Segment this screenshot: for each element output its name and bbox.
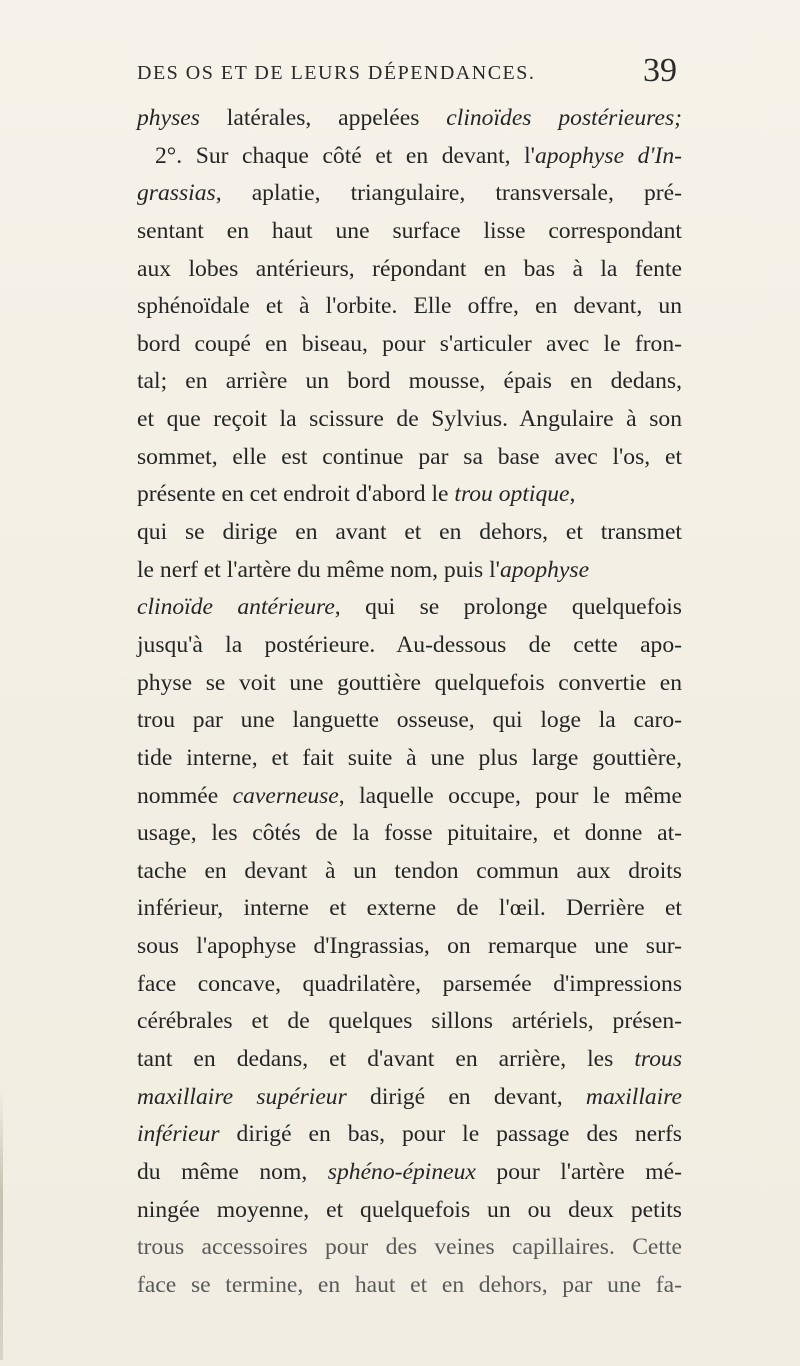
page-number: 39: [643, 52, 677, 89]
text-line: [137, 1116, 682, 1154]
running-head: DES OS ET DE LEURS DÉPENDANCES.: [137, 62, 536, 84]
text-run: inférieur, interne et externe de l'œil. Derrière et: [137, 895, 682, 922]
text-run: aux lobes antérieurs, répondant en bas à la fente: [137, 255, 682, 282]
text-run: , laquelle occupe, pour le même: [338, 782, 683, 809]
text-line: [137, 928, 682, 966]
text-line: [137, 326, 682, 364]
italic-term: apophyse d'In-: [534, 142, 682, 169]
text-run: sommet, elle est continue par sa base avec l'os, et: [137, 443, 682, 470]
italic-term: trous: [634, 1046, 682, 1073]
text-line: [137, 476, 682, 514]
text-run: usage, les côtés de la fosse pituitaire, et donne at-: [137, 820, 682, 847]
text-run: pour l'artère mé-: [475, 1158, 682, 1185]
italic-term: caverneuse: [232, 782, 339, 809]
text-line: [137, 665, 682, 703]
text-run: le nerf et l'artère du même nom, puis l': [137, 556, 500, 583]
text-run: trou par une languette osseuse, qui loge la caro-: [137, 707, 682, 734]
text-run: et que reçoit la scissure de Sylvius. Angulaire à son: [137, 406, 682, 433]
page-header: [137, 52, 677, 96]
text-line: [137, 853, 682, 891]
italic-term: maxillaire: [585, 1083, 683, 1110]
text-run: cérébrales et de quelques sillons artériels, présen-: [137, 1008, 682, 1035]
text-run: jusqu'à la postérieure. Au-dessous de cette apo-: [137, 631, 682, 658]
text-run: face se termine, en haut et en dehors, par une fa-: [137, 1271, 682, 1298]
italic-term: physes: [137, 105, 200, 131]
body-paragraph: [137, 100, 682, 1305]
text-line: [137, 138, 682, 176]
text-run: 2°. Sur chaque côté et en devant, l': [155, 142, 535, 169]
text-line: [137, 1041, 682, 1079]
text-run: nommée: [137, 782, 233, 809]
text-line: [137, 740, 682, 778]
text-run: , qui se prolonge quelquefois: [334, 594, 682, 621]
text-line: [137, 1003, 682, 1041]
italic-term: apophyse: [499, 556, 590, 583]
text-run: sphénoïdale et à l'orbite. Elle offre, en devant, un: [137, 293, 682, 320]
text-line: [137, 966, 682, 1004]
text-line: [137, 363, 682, 401]
text-line: [137, 251, 682, 289]
text-run: tide interne, et fait suite à une plus large gouttière,: [137, 744, 682, 771]
text-line: [137, 1229, 682, 1267]
text-line: [137, 514, 682, 552]
text-line: [137, 288, 682, 326]
italic-term: inférieur: [137, 1121, 220, 1148]
text-line: [137, 1192, 682, 1230]
text-line: [137, 702, 682, 740]
text-line: [137, 552, 682, 590]
text-run: bord coupé en biseau, pour s'articuler avec le fron-: [137, 330, 682, 357]
text-line: [137, 1079, 682, 1117]
text-run: sous l'apophyse d'Ingrassias, on remarque une sur-: [137, 933, 682, 960]
text-line: [137, 100, 682, 138]
text-run: qui se dirige en avant et en dehors, et transmet: [137, 519, 682, 546]
text-run: trous accessoires pour des veines capillaires. Cette: [137, 1234, 682, 1261]
text-run: tal; en arrière un bord mousse, épais en dedans,: [137, 368, 682, 395]
italic-term: clinoïdes postérieures;: [446, 105, 682, 131]
italic-term: grassias: [137, 180, 216, 207]
margin-shadow: [0, 1090, 3, 1360]
text-line: [137, 401, 682, 439]
text-run: ningée moyenne, et quelquefois un ou deux petits: [137, 1196, 682, 1223]
text-line: [137, 1267, 682, 1305]
text-line: [137, 213, 682, 251]
italic-term: maxillaire supérieur: [137, 1083, 347, 1110]
text-run: tache en devant à un tendon commun aux droits: [137, 857, 682, 884]
text-line: [137, 890, 682, 928]
italic-term: trou optique: [454, 481, 570, 508]
text-run: , aplatie, triangulaire, transversale, pré-: [215, 180, 682, 207]
text-run: latérales, appelées: [199, 105, 447, 131]
italic-term: sphéno-épineux: [327, 1158, 476, 1185]
text-line: [137, 439, 682, 477]
text-run: face concave, quadrilatère, parsemée d'impressions: [137, 970, 682, 997]
text-run: sentant en haut une surface lisse correspondant: [137, 217, 682, 244]
text-line: [137, 815, 682, 853]
text-line: [137, 589, 682, 627]
text-run: dirigé en devant,: [346, 1083, 586, 1110]
text-run: du même nom,: [137, 1158, 328, 1185]
text-line: [137, 175, 682, 213]
text-run: physe se voit une gouttière quelquefois convertie en: [137, 669, 682, 696]
text-line: [137, 778, 682, 816]
text-run: dirigé en bas, pour le passage des nerfs: [219, 1121, 682, 1148]
italic-term: clinoïde antérieure: [137, 594, 335, 621]
text-run: tant en dedans, et d'avant en arrière, les: [137, 1046, 635, 1073]
text-run: ,: [569, 481, 576, 508]
text-run: présente en cet endroit d'abord le: [137, 481, 455, 508]
text-line: [137, 1154, 682, 1192]
text-line: [137, 627, 682, 665]
